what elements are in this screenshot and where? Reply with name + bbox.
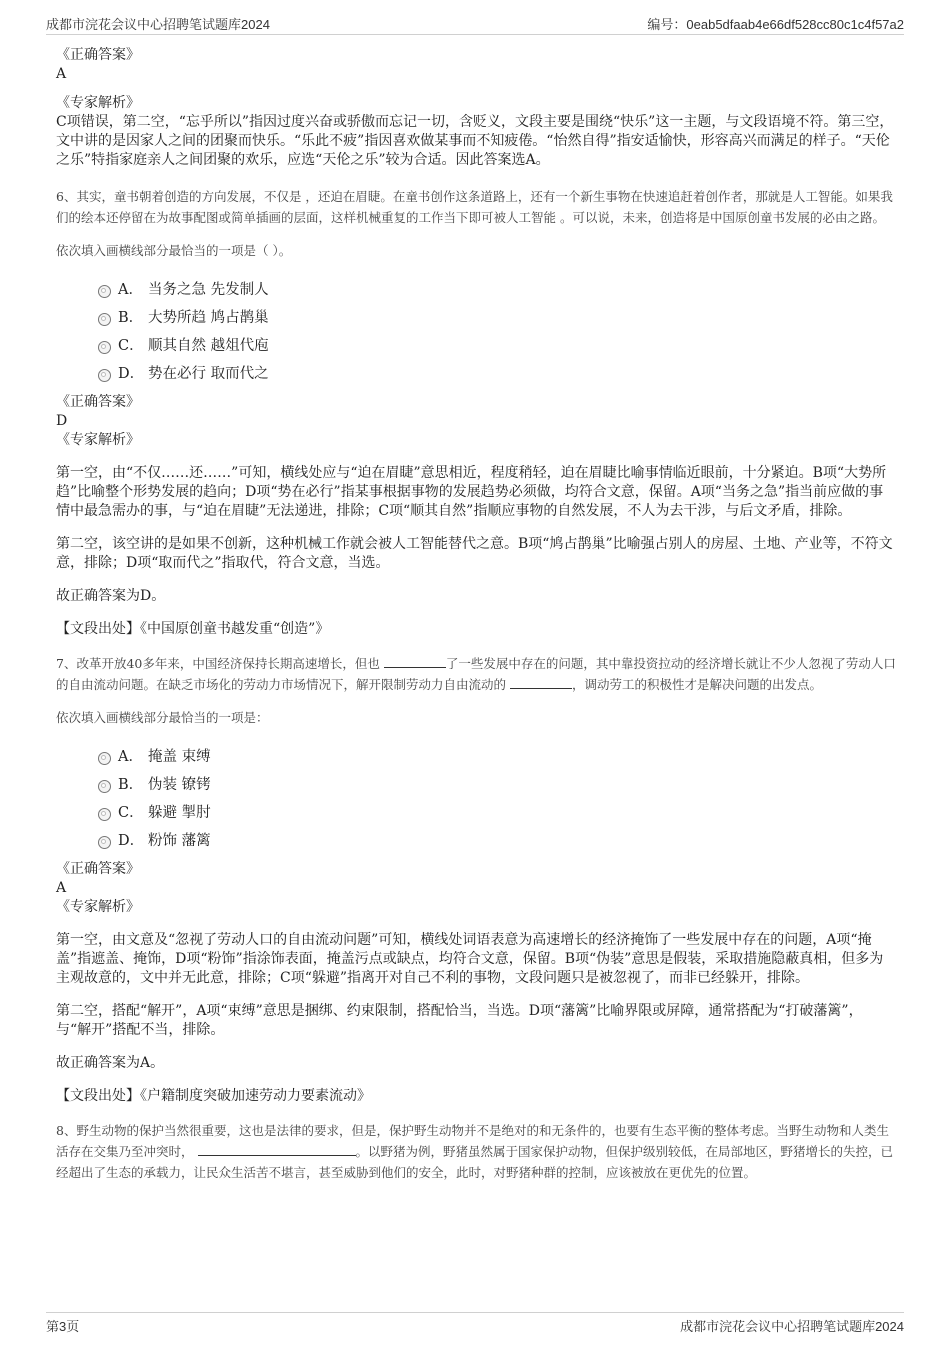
question-6: [56, 186, 896, 639]
header-document-id: 编号：0eab5dfaab4e66df528cc80c1c4f57a2: [647, 17, 904, 32]
radio-button[interactable]: [98, 313, 111, 326]
analysis-paragraph: 第一空，由“不仅……还……”可知，横线处应与“迫在眉睫”意思相近，程度稍轻，迫在眉睫比喻事情临近眼前，十分紧迫。B项“大势所趋”比喻整个形势发展的趋向；D项“势在必行”指某事根据事物的发展趋势必须做，均符合文意，保留。A项“当务之急”指当前应做的事情中最急需办的事，与“迫在眉睫”无法递进，排除；C项“顺其自然”指顺应事物的自然发展，不人为去干涉，与后文矛盾，排除。: [56, 465, 887, 519]
question-prompt: 依次填入画横线部分最恰当的一项是：: [56, 710, 269, 725]
footer-title: 成都市浣花会议中心招聘笔试题库2024: [680, 1319, 904, 1334]
option-c[interactable]: [56, 333, 896, 361]
question-stem: 7、改革开放40多年来，中国经济保持长期高速增长，但也 了一些发展中存在的问题，其中靠投资拉动的经济增长就让不少人忽视了劳动人口的自由流动问题。在缺乏市场化的劳动力市场情况下，解开限制劳动力自由流动的 ，调动劳工的积极性才是解决问题的出发点。: [56, 656, 896, 692]
answer-label: 《正确答案》: [56, 861, 140, 877]
source-citation: 【文段出处】《中国原创童书越发重“创造”》: [56, 621, 330, 637]
question-7: [56, 653, 896, 1106]
option-text: 顺其自然 越俎代庖: [148, 338, 269, 354]
option-letter: D．: [118, 366, 145, 382]
option-d[interactable]: [56, 828, 896, 856]
analysis-label: 《专家解析》: [56, 95, 140, 111]
answer-label: 《正确答案》: [56, 47, 140, 63]
option-b[interactable]: [56, 772, 896, 800]
option-letter: D．: [118, 833, 145, 849]
radio-button[interactable]: [98, 369, 111, 382]
option-text: 伪装 镣铐: [148, 777, 211, 793]
analysis-conclusion: 故正确答案为D。: [56, 588, 166, 604]
option-a[interactable]: [56, 277, 896, 305]
option-b[interactable]: [56, 305, 896, 333]
option-letter: B．: [118, 777, 144, 793]
answer-label: 《正确答案》: [56, 394, 140, 410]
question-8: [56, 1120, 896, 1183]
analysis-paragraph: 第二空，搭配“解开”，A项“束缚”意思是捆绑、约束限制，搭配恰当，当选。D项“藩篱”比喻界限或屏障，通常搭配为“打破藩篱”，与“解开”搭配不当，排除。: [56, 1003, 863, 1038]
fill-blank: [510, 676, 572, 689]
fill-blank: [198, 1143, 356, 1156]
option-letter: A．: [118, 749, 143, 765]
radio-button[interactable]: [98, 808, 111, 821]
fill-blank: [384, 655, 446, 668]
radio-button[interactable]: [98, 752, 111, 765]
question-prompt: 依次填入画横线部分最恰当的一项是（ ）。: [56, 243, 292, 258]
page-content: [56, 46, 896, 1183]
option-text: 粉饰 藩篱: [148, 833, 211, 849]
header-title: 成都市浣花会议中心招聘笔试题库2024: [46, 17, 270, 32]
option-text: 当务之急 先发制人: [148, 282, 269, 298]
option-letter: C．: [118, 338, 144, 354]
analysis-text: C项错误，第二空，“忘乎所以”指因过度兴奋或骄傲而忘记一切，含贬义，文段主要是围绕“快乐”这一主题，与文段语境不符。第三空，文中讲的是因家人之间的团聚而快乐。“乐此不疲”指因喜欢做某事而不知疲倦。“怡然自得”指安适愉快，形容高兴而满足的样子。“天伦之乐”特指家庭亲人之间团聚的欢乐，应选“天伦之乐”较为合适。因此答案选A。: [56, 114, 894, 168]
option-d[interactable]: [56, 361, 896, 389]
answer-value: A: [56, 66, 67, 82]
answer-value: A: [56, 880, 67, 896]
option-text: 掩盖 束缚: [148, 749, 211, 765]
radio-button[interactable]: [98, 341, 111, 354]
analysis-label: 《专家解析》: [56, 899, 140, 915]
analysis-paragraph: 第一空，由文意及“忽视了劳动人口的自由流动问题”可知，横线处词语表意为高速增长的经济掩饰了一些发展中存在的问题，A项“掩盖”指遮盖、掩饰，D项“粉饰”指涂饰表面，掩盖污点或缺点，均符合文意，保留。B项“伪装”意思是假装，采取措施隐蔽真相，但多为主观故意的，文中并无此意，排除；C项“躲避”指离开对自己不利的事物，文段问题只是被忽视了，而非已经躲开，排除。: [56, 932, 884, 986]
analysis-conclusion: 故正确答案为A。: [56, 1055, 165, 1071]
option-text: 大势所趋 鸠占鹊巢: [148, 310, 269, 326]
radio-button[interactable]: [98, 780, 111, 793]
option-c[interactable]: [56, 800, 896, 828]
radio-button[interactable]: [98, 836, 111, 849]
option-letter: C．: [118, 805, 144, 821]
analysis-paragraph: 第二空，该空讲的是如果不创新，这种机械工作就会被人工智能替代之意。B项“鸠占鹊巢”比喻强占别人的房屋、土地、产业等，不符文意，排除；D项“取而代之”指取代，符合文意，当选。: [56, 536, 893, 571]
option-text: 躲避 掣肘: [148, 805, 211, 821]
question-stem: 8、野生动物的保护当然很重要，这也是法律的要求，但是，保护野生动物并不是绝对的和无条件的，也要有生态平衡的整体考虑。当野生动物和人类生活存在交集乃至冲突时， 。以野猪为例，野猪虽然属于国家保护动物，但保护级别较低，在局部地区，野猪增长的失控，已经超出了生态的承载力，让民众生活苦不堪言，甚至威胁到他们的安全，此时，对野猪种群的控制，应该被放在更优先的位置。: [56, 1123, 894, 1180]
radio-button[interactable]: [98, 285, 111, 298]
answer-value: D: [56, 413, 68, 429]
page-footer: [46, 1312, 904, 1337]
option-letter: B．: [118, 310, 144, 326]
source-citation: 【文段出处】《户籍制度突破加速劳动力要素流动》: [56, 1088, 371, 1104]
analysis-label: 《专家解析》: [56, 432, 140, 448]
page-header: [46, 14, 904, 35]
option-letter: A．: [118, 282, 143, 298]
page-number: 第3页: [46, 1319, 80, 1334]
option-a[interactable]: [56, 744, 896, 772]
option-text: 势在必行 取而代之: [148, 366, 269, 382]
question-stem: 6、其实，童书朝着创造的方向发展，不仅是 ，还迫在眉睫。在童书创作这条道路上，还有一个新生事物在快速追赶着创作者，那就是人工智能。如果我们的绘本还停留在为故事配图或简单插画的层面，这样机械重复的工作当下即可被人工智能 。可以说，未来，创造将是中国原创童书发展的必由之路。: [56, 189, 893, 225]
